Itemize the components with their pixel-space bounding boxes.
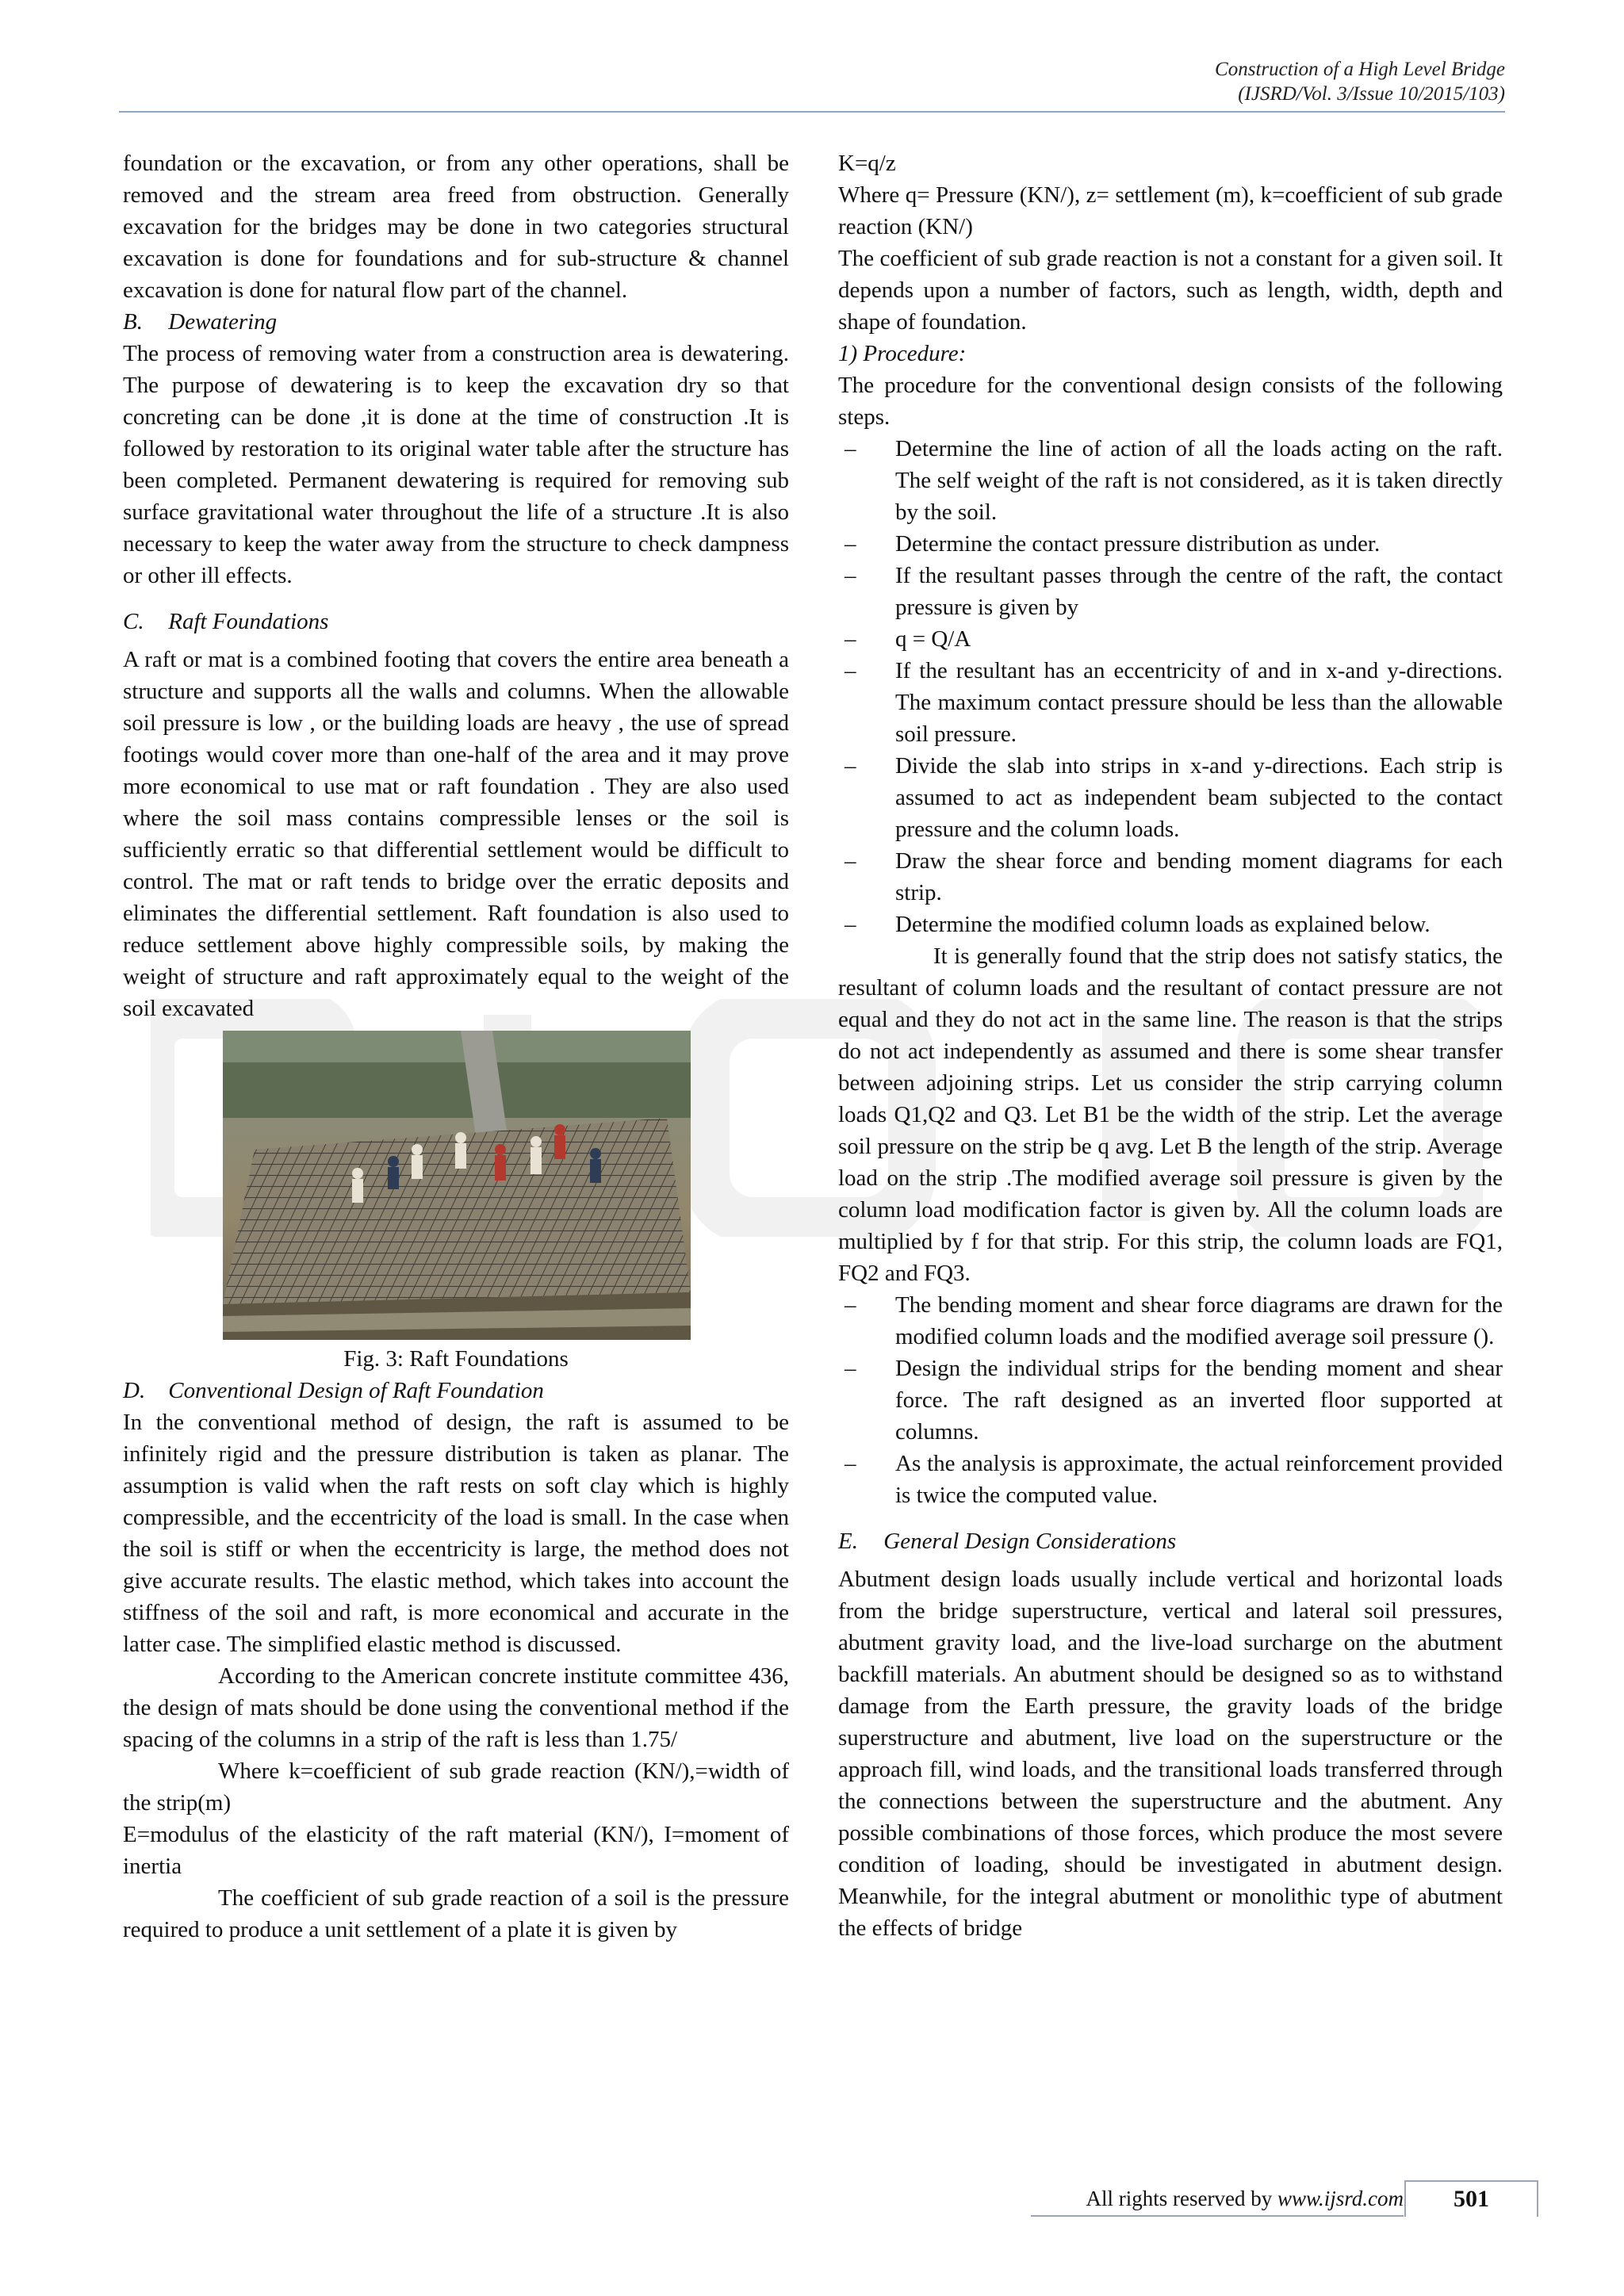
list-item: – As the analysis is approximate, the actual reinforcement provided is twice the computed value.	[838, 1448, 1503, 1511]
section-number: D.	[123, 1378, 146, 1403]
list-item: – Determine the contact pressure distribution as under.	[838, 528, 1503, 560]
paragraph-excavation: foundation or the excavation, or from any other operations, shall be removed and the stream area freed from obstruction. Generally excavation for the bridges may be done in two categories structural excavation is done for foundations and for sub-structure & channel excavation is done for natural flow part of the channel.	[123, 151, 789, 303]
paragraph-raft: A raft or mat is a combined footing that covers the entire area beneath a structure and supports all the walls and columns. When the allowable soil pressure is low , or the building loads are heavy , the use of spread footings would cover more than one-half of the area and it may prove more economical to use mat or raft foundation . They are also used where the soil mass contains compressible lenses or the soil is sufficiently erratic so that differential settlement would be difficult to control. The mat or raft tends to bridge over the erratic deposits and eliminates the differential settlement. Raft foundation is also used to reduce settlement above highly compressible soils, by making the weight of structure and raft approximately equal to the weight of the soil excavated	[123, 647, 789, 1021]
procedure-steps-list	[838, 433, 1503, 940]
left-column	[123, 147, 789, 1946]
paragraph-subgrade-coefficient: The coefficient of sub grade reaction of a soil is the pressure required to produce a unit settlement of a plate it is given by	[123, 1885, 789, 1942]
section-title: Conventional Design of Raft Foundation	[168, 1378, 544, 1403]
list-item: – Determine the modified column loads as explained below.	[838, 909, 1503, 940]
list-item: – Determine the line of action of all the loads acting on the raft. The self weight of the raft is not considered, as it is taken directly by the soil.	[838, 433, 1503, 528]
rights-text: All rights reserved by	[1086, 2187, 1273, 2210]
subsection-heading-procedure: 1) Procedure:	[838, 341, 967, 366]
paragraph-modulus: E=modulus of the elasticity of the raft material (KN/), I=moment of inertia	[123, 1822, 789, 1879]
construction-site-illustration	[223, 1031, 691, 1340]
paragraph-where-k: Where k=coefficient of sub grade reaction (KN/),=width of the strip(m)	[123, 1758, 789, 1816]
journal-article-title: Construction of a High Level Bridge	[1215, 59, 1505, 80]
page-number: 501	[1404, 2180, 1538, 2217]
design-steps-list	[838, 1289, 1503, 1511]
list-item: – Draw the shear force and bending moment diagrams for each strip.	[838, 845, 1503, 909]
header-rule	[119, 111, 1505, 113]
section-heading-general-design	[838, 1525, 1503, 1557]
list-item: – Divide the slab into strips in x-and y-directions. Each strip is assumed to act as independent beam subjected to the contact pressure and the column loads.	[838, 750, 1503, 845]
section-number: B.	[123, 309, 143, 335]
list-item: – The bending moment and shear force diagrams are drawn for the modified column loads and the modified average soil pressure ().	[838, 1289, 1503, 1353]
list-item: – q = Q/A	[838, 623, 1503, 655]
section-title: Raft Foundations	[168, 609, 329, 634]
raft-foundation-photo	[223, 1031, 691, 1340]
list-item: – If the resultant passes through the centre of the raft, the contact pressure is given by	[838, 560, 1503, 623]
site-link[interactable]: www.ijsrd.com	[1277, 2187, 1404, 2210]
paragraph-dewatering: The process of removing water from a construction area is dewatering. The purpose of dewatering is to keep the excavation dry so that concreting can be done ,it is done at the time of construction .It is followed by restoration to its original water table after the structure has been completed. Permanent dewatering is required for removing sub surface gravitational water throughout the life of a structure .It is also necessary to keep the water away from the structure to check dampness or other ill effects.	[123, 341, 789, 588]
section-number: C.	[123, 609, 144, 634]
section-number: E.	[838, 1529, 858, 1554]
footer-rule	[1031, 2215, 1404, 2217]
section-title: General Design Considerations	[883, 1529, 1177, 1554]
running-head	[1215, 57, 1505, 106]
right-column	[838, 147, 1503, 1944]
paragraph-statics: It is generally found that the strip does not satisfy statics, the resultant of column loads and the resultant of contact pressure are not equal and they do not act in the same line. The reason is that the strips do not act independently as assumed and there is some shear transfer between adjoining strips. Let us consider the strip carrying column loads Q1,Q2 and Q3. Let B1 be the width of the strip. Let the average soil pressure on the strip be q avg. Let B the length of the strip. Average load on the strip .The modified average soil pressure is given by the column load modification factor is given by. All the column loads are multiplied by f for that strip. For this strip, the column loads are FQ1, FQ2 and FQ3.	[838, 943, 1503, 1286]
formula-k: K=q/z	[838, 151, 896, 176]
list-item: – Design the individual strips for the bending moment and shear force. The raft designed as an inverted floor supported at columns.	[838, 1353, 1503, 1448]
section-heading-raft-foundations	[123, 606, 789, 637]
footer-rights	[1086, 2187, 1404, 2211]
section-title: Dewatering	[168, 309, 278, 335]
paragraph-not-constant: The coefficient of sub grade reaction is not a constant for a given soil. It depends upon a number of factors, such as length, width, depth and shape of foundation.	[838, 246, 1503, 335]
section-heading-dewatering	[123, 306, 789, 338]
figure-caption: Fig. 3: Raft Foundations	[343, 1346, 569, 1372]
page-footer	[1031, 2180, 1538, 2220]
paragraph-abutment-design: Abutment design loads usually include vertical and horizontal loads from the bridge superstructure, vertical and lateral soil pressures, abutment gravity load, and the live-load surcharge on the abutment backfill materials. An abutment should be designed so as to withstand damage from the Earth pressure, the gravity loads of the bridge superstructure and abutment, live load on the superstructure or the approach fill, wind loads, and the transitional loads transferred through the connections between the superstructure and the abutment. Any possible combinations of those forces, which produce the most severe condition of loading, should be investigated in abutment design. Meanwhile, for the integral abutment or monolithic type of abutment the effects of bridge	[838, 1567, 1503, 1941]
paragraph-conventional-method: In the conventional method of design, the raft is assumed to be infinitely rigid and the pressure distribution is taken as planar. The assumption is valid when the raft rests on soft clay which is highly compressible, and the eccentricity of the load is small. In the case when the soil is stiff or when the eccentricity is large, the method does not give accurate results. The elastic method, which takes into account the stiffness of the soil and raft, is more economical and accurate in the latter case. The simplified elastic method is discussed.	[123, 1410, 789, 1657]
list-item: – If the resultant has an eccentricity of and in x-and y-directions. The maximum contact pressure should be less than the allowable soil pressure.	[838, 655, 1503, 750]
paragraph-where-q: Where q= Pressure (KN/), z= settlement (m), k=coefficient of sub grade reaction (KN/)	[838, 182, 1503, 239]
paragraph-aci-committee: According to the American concrete institute committee 436, the design of mats should be done using the conventional method if the spacing of the columns in a strip of the raft is less than 1.75/	[123, 1663, 789, 1752]
paragraph-procedure-intro: The procedure for the conventional design consists of the following steps.	[838, 373, 1503, 430]
section-heading-conventional-design	[123, 1375, 789, 1406]
journal-citation: (IJSRD/Vol. 3/Issue 10/2015/103)	[1238, 83, 1505, 105]
